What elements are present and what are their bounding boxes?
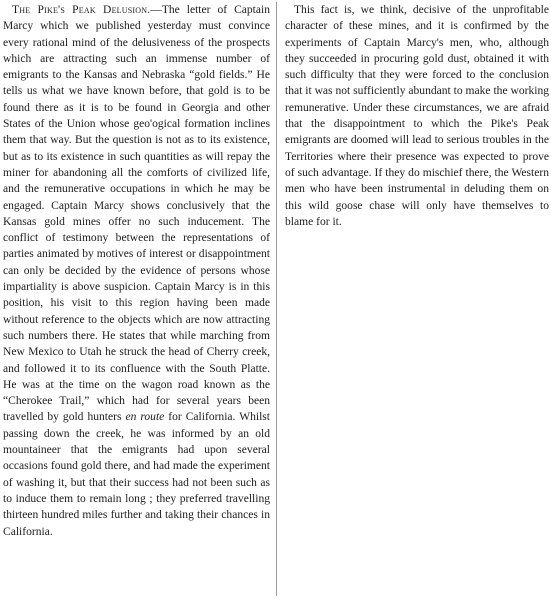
article-paragraph-1 — [3, 2, 270, 540]
right-column — [285, 2, 549, 230]
left-column-text-1: The letter of Captain Marcy which we published yesterday must convince every rational mind of the delusiveness of the prospects which are attracting such an immense number of emigrants to the Kansas and Nebraska “gold fields.” He tells us what we have known before, that gold is to be found there as it is to be found in Georgia and other States of the Union whose geo'ogical formation inclines them that way. But the question is not as to its existence, but as to its existence in such quantities as will repay the miner for abandoning all the comforts of civilized life, and the remunerative occupations in which he may be engaged. Captain Marcy shows conclusively that the Kansas gold mines offer no such inducement. The conflict of testimony between the representations of parties animated by motives of interest or disappointment can only be decided by the evidence of persons whose impartiality is above suspicion. Captain Marcy is in this position, his visit to this region having been made without reference to the objects which are now attracting such numbers there. He states that while marching from New Mexico to Utah he struck the head of Cherry creek, and followed it to its confluence with the South Platte. He was at the time on the wagon road known as the “Cherokee Trail,” which had for several years been travelled by gold hunters — [3, 4, 270, 424]
left-column-text-2: for California. Whilst passing down the creek, he was informed by an old mountaineer that the emigrants had upon several occasions found gold there, and had made the experiment of washing it, but that their success had not been such as to induce them to remain long ; they preferred travelling thirteen hundred miles further and taking their chances in California. — [3, 411, 271, 538]
article-paragraph-2: This fact is, we think, decisive of the unprofitable character of these mines, and it is confirmed by the experiments of Captain Marcy's men, who, although they succeeded in procuring gold dust, obtained it with such difficulty that they were forced to the conclusion that it was not sufficiently abundant to make the working remunerative. Under these circumstances, we are afraid that the disappointment to which the Pike's Peak emigrants are doomed will lead to serious troubles in the Territories where their presence was expected to prove of such advantage. If they do mischief there, the Western men who have been instrumental in deluding them on this wild goose chase will only have themselves to blame for it. — [285, 4, 549, 228]
left-column-italic: en route — [125, 411, 165, 424]
article-headline: The Pike's Peak Delusion. — [12, 4, 151, 16]
column-divider — [276, 2, 277, 596]
left-column — [3, 2, 270, 540]
headline-dash: — — [150, 4, 162, 16]
